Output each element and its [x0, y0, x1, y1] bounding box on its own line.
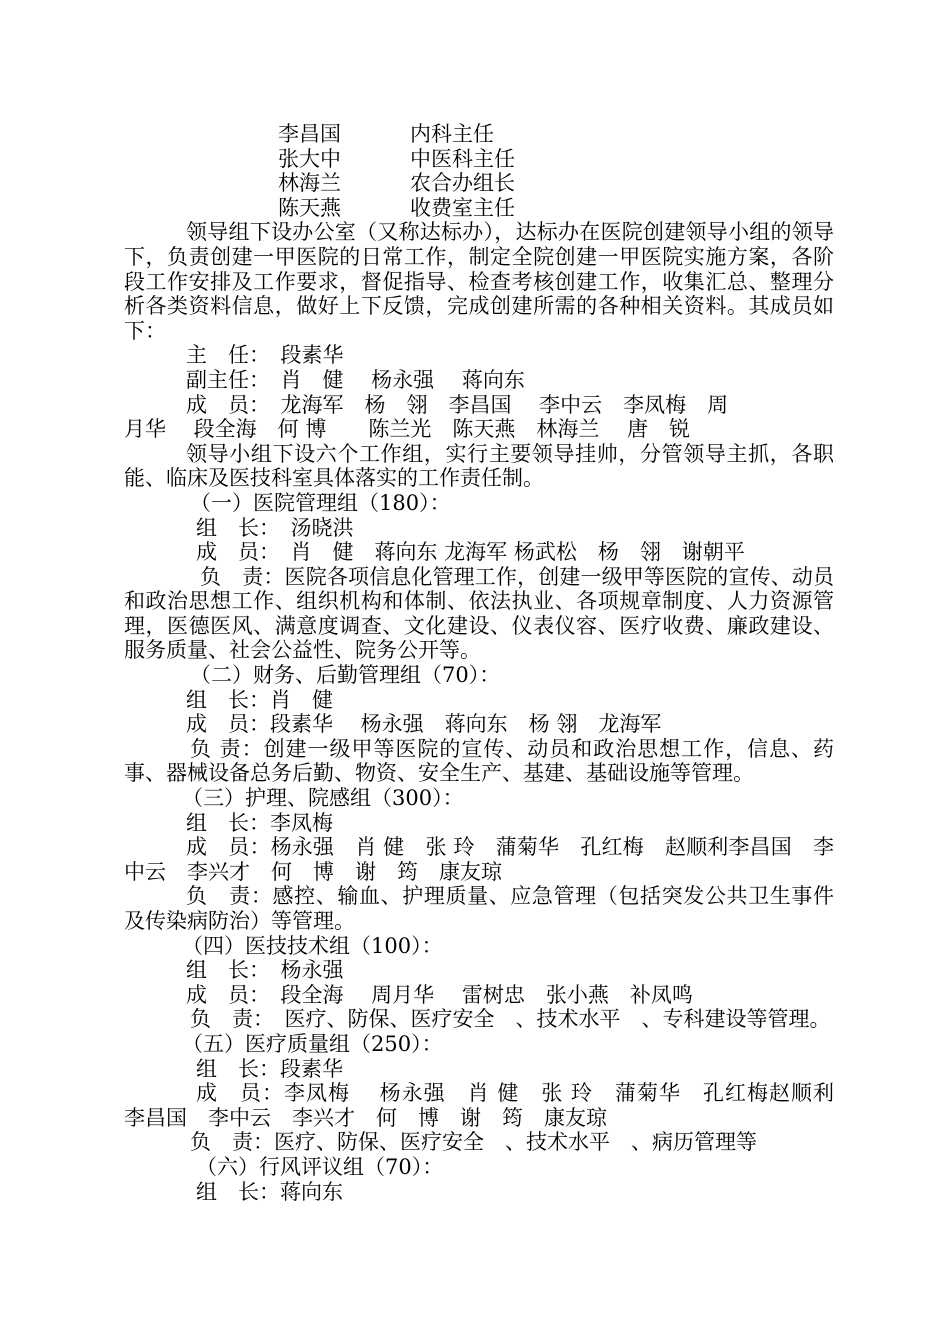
document-page [124, 122, 855, 1204]
group-duty-line: 负 责：医疗、防保、医疗安全 、技术水平 、病历管理等 [190, 1130, 757, 1155]
group-duty-paragraph: 负 责： 医疗、防保、医疗安全 、技术水平 、专科建设等管理。 [190, 1007, 831, 1032]
group-leader-line: 组 长：段素华 [196, 1056, 343, 1081]
group-title: （五）医疗质量组（250）： [182, 1031, 443, 1056]
roster-name: 张大中 [278, 146, 341, 171]
group-members-line: 成 员： 肖 健 蒋向东 龙海军 杨武松 杨 翎 谢朝平 [196, 540, 745, 565]
group-members-line: 成 员：段素华 杨永强 蒋向东 杨 翎 龙海军 [186, 712, 662, 737]
group-title: （一）医院管理组（180）： [190, 490, 451, 515]
roster-name: 李昌国 [278, 122, 341, 146]
group-members-line: 成 员： 段全海 周月华 雷树忠 张小燕 补凤鸣 [186, 982, 693, 1007]
roster-name: 陈天燕 [278, 195, 341, 220]
group-members-paragraph: 成 员：李凤梅 杨永强 肖 健 张 玲 蒲菊华 孔红梅赵顺利 李昌国 李中云 李兴才 何 博 谢 筠 康友琼 [124, 1081, 855, 1130]
group-leader-line: 组 长：李凤梅 [186, 810, 333, 835]
office-members-line: 成 员： 龙海军 杨 翎 李昌国 李中云 李凤梅 周 [186, 392, 729, 417]
roster-row [124, 196, 834, 221]
roster-role: 农合办组长 [410, 171, 515, 196]
group-leader-line: 组 长：肖 健 [186, 687, 333, 712]
group-title: （六）行风评议组（70）： [196, 1154, 444, 1179]
group-duty-paragraph: 负 责：创建一级甲等医院的宣传、动员和政治思想工作，信息、药事、器械设备总务后勤、物资、安全生产、基建、基础设施等管理。 [124, 736, 834, 786]
roster-row [124, 147, 834, 172]
group-title: （二）财务、后勤管理组（70）： [190, 663, 501, 688]
groups-intro-paragraph: 领导小组下设六个工作组，实行主要领导挂帅，分管领导主抓，各职能、临床及医技科室具体落实的工作责任制。 [124, 441, 834, 491]
roster-row [124, 171, 834, 196]
roster-role: 收费室主任 [410, 195, 515, 220]
group-leader-line: 组 长： 杨永强 [186, 958, 344, 983]
group-leader-line: 组 长：蒋向东 [196, 1179, 343, 1204]
office-director-line: 主 任： 段素华 [186, 343, 344, 368]
roster-role: 内科主任 [410, 122, 494, 146]
roster-name: 林海兰 [278, 171, 341, 196]
group-duty-paragraph: 负 责：感控、输血、护理质量、应急管理（包括突发公共卫生事件及传染病防治）等管理。 [124, 884, 834, 933]
office-members-line: 月华 段全海 何 博 陈兰光 陈天燕 林海兰 唐 锐 [124, 417, 691, 442]
group-leader-line: 组 长： 汤晓洪 [196, 515, 354, 540]
roster-row [124, 122, 834, 147]
office-intro-paragraph: 领导组下设办公室（又称达标办），达标办在医院创建领导小组的领导下，负责创建一甲医院的日常工作，制定全院创建一甲医院实施方案，各阶段工作安排及工作要求，督促指导、检查考核创建工作，收集汇总、整理分析各类资料信息，做好上下反馈，完成创建所需的各种相关资料。其成员如下： [124, 220, 834, 343]
group-title: （四）医技技术组（100）： [182, 933, 443, 958]
office-deputy-line: 副主任： 肖 健 杨永强 蒋向东 [186, 367, 525, 392]
group-duty-paragraph: 负 责：医院各项信息化管理工作，创建一级甲等医院的宣传、动员和政治思想工作、组织机构和体制、依法执业、各项规章制度、人力资源管理，医德医风、满意度调查、文化建设、仪表仪容、医疗收费、廉政建设、服务质量、社会公益性、院务公开等。 [124, 564, 834, 663]
group-members-paragraph: 成 员：杨永强 肖 健 张 玲 蒲菊华 孔红梅 赵顺利李昌国 李中云 李兴才 何 博 谢 筠 康友琼 [124, 835, 834, 884]
group-title: （三）护理、院感组（300）： [182, 786, 464, 811]
roster-role: 中医科主任 [410, 146, 515, 171]
